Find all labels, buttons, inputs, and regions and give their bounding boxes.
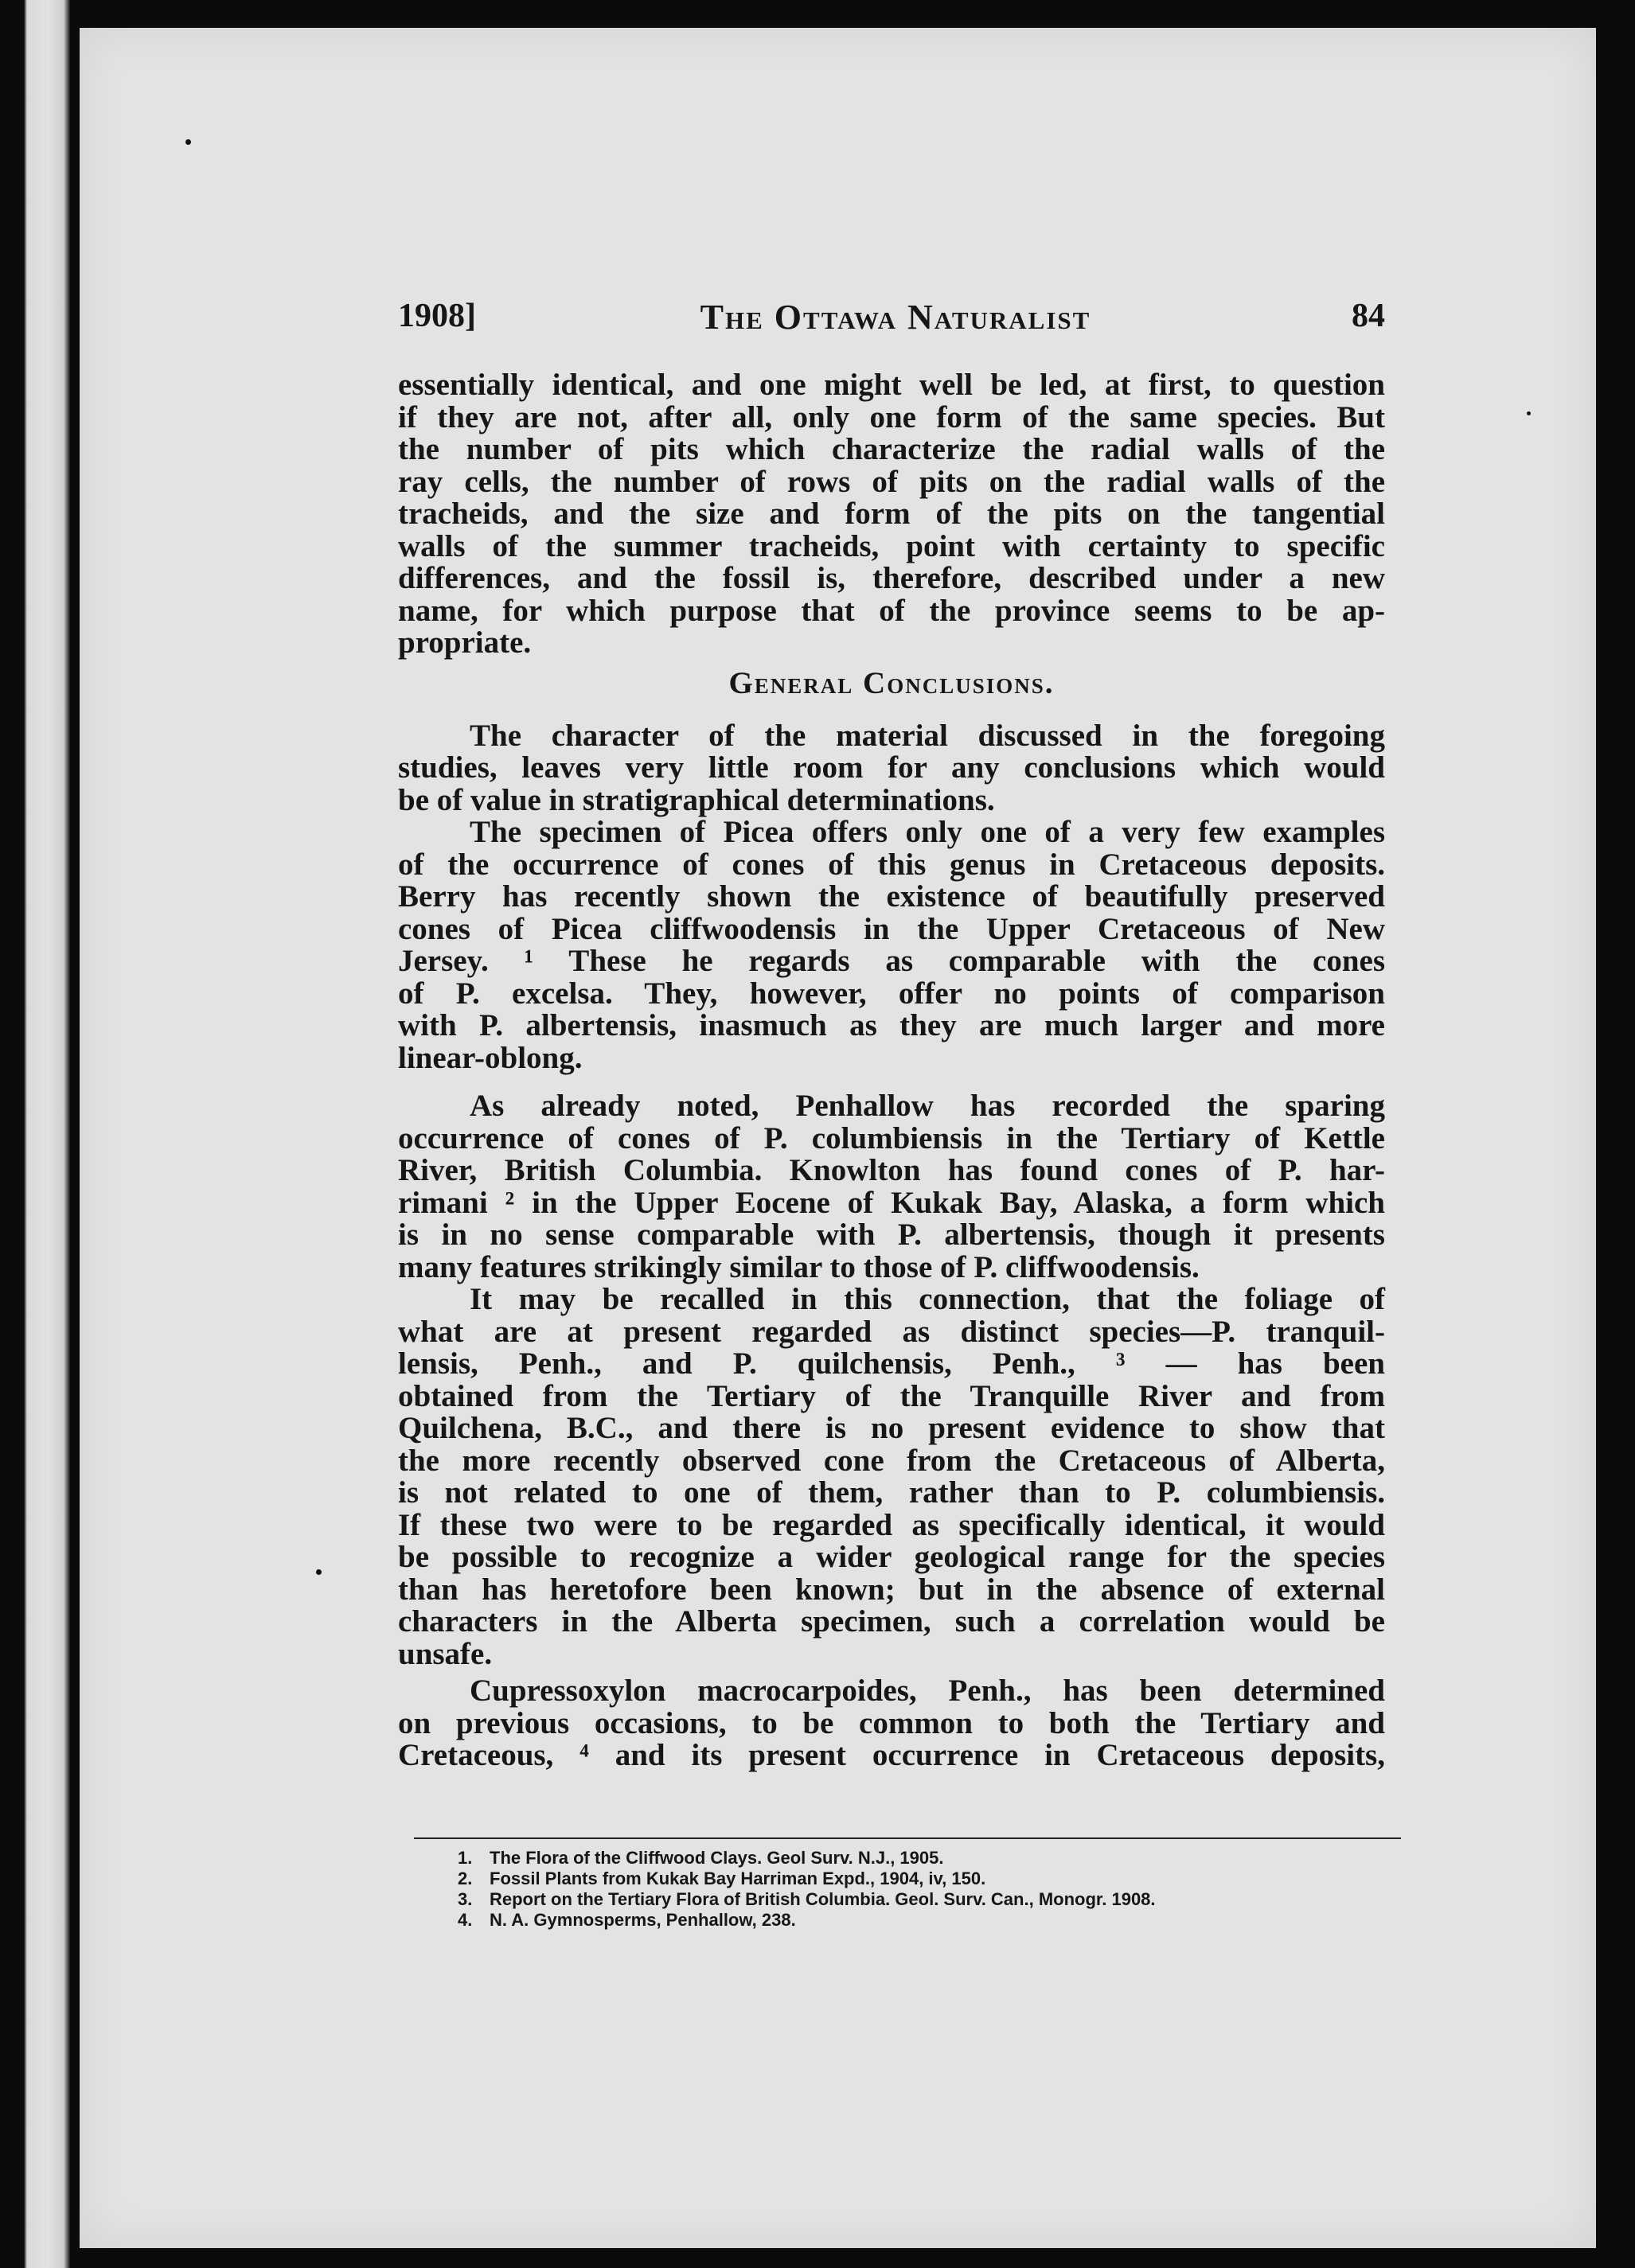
paragraph-4: [398, 1090, 1385, 1284]
text-line: on previous occasions, to be common to both the Tertiary and: [398, 1705, 1385, 1740]
footnote-text: Report on the Tertiary Flora of British Columbia. Geol. Surv. Can., Monogr. 1908.: [490, 1889, 1156, 1909]
text-line: Jersey. ¹ These he regards as comparable with the cones: [398, 944, 1385, 978]
text-line: rimani ² in the Upper Eocene of Kukak Bay, Alaska, a form which: [398, 1185, 1385, 1220]
page-speck: [185, 139, 191, 145]
text-line: propriate.: [398, 625, 532, 660]
footnote-text: Fossil Plants from Kukak Bay Harriman Expd., 1904, iv, 150.: [490, 1869, 986, 1888]
section-heading: General Conclusions.: [728, 665, 1055, 700]
footnotes: [458, 1848, 1413, 1931]
running-header: [398, 297, 1393, 337]
page-speck: [316, 1569, 322, 1575]
text-line: the more recently observed cone from the Cretaceous of Alberta,: [398, 1443, 1385, 1478]
text-line: tracheids, and the size and form of the pits on the tangential: [398, 497, 1385, 531]
paragraph-5: [398, 1284, 1385, 1670]
footnote-number: 4.: [458, 1910, 473, 1930]
text-line: name, for which purpose that of the province seems to be ap-: [398, 593, 1385, 628]
footnote-number: 2.: [458, 1869, 473, 1888]
text-line: studies, leaves very little room for any conclusions which would: [398, 750, 1385, 785]
footnote-text: N. A. Gymnosperms, Penhallow, 238.: [490, 1910, 796, 1930]
footnote: [458, 1910, 1413, 1931]
paragraph-3: [398, 816, 1385, 1074]
text-line: Quilchena, B.C., and there is no present evidence to show that: [398, 1411, 1385, 1445]
text-line: River, British Columbia. Knowlton has found cones of P. har-: [398, 1153, 1385, 1187]
footnote-number: 3.: [458, 1889, 473, 1909]
text-line: is not related to one of them, rather than to P. columbiensis.: [398, 1475, 1385, 1510]
text-line: than has heretofore been known; but in the absence of external: [398, 1572, 1385, 1607]
text-line: differences, and the fossil is, therefore, described under a new: [398, 561, 1385, 595]
text-line: Cupressoxylon macrocarpoides, Penh., has been determined: [470, 1674, 1385, 1708]
text-line: It may be recalled in this connection, that the foliage of: [470, 1282, 1385, 1316]
text-line: characters in the Alberta specimen, such a correlation would be: [398, 1604, 1385, 1639]
text-line: linear-oblong.: [398, 1040, 583, 1075]
text-line: As already noted, Penhallow has recorded the sparing: [470, 1089, 1385, 1123]
page-number: 84: [1352, 298, 1385, 334]
text-line: The character of the material discussed in the foregoing: [470, 718, 1385, 753]
text-line: essentially identical, and one might well be led, at first, to question: [398, 368, 1385, 402]
text-line: be of value in stratigraphical determinations.: [398, 782, 995, 817]
text-line: ray cells, the number of rows of pits on the radial walls of the: [398, 464, 1385, 499]
page-speck: [1527, 411, 1531, 415]
footnote-rule: [414, 1837, 1401, 1839]
footnote: [458, 1869, 1413, 1889]
footnote: [458, 1848, 1413, 1869]
paragraph-6: [398, 1675, 1385, 1772]
text-line: The specimen of Picea offers only one of a very few examples: [470, 815, 1385, 849]
text-line: of P. excelsa. They, however, offer no points of comparison: [398, 976, 1385, 1011]
text-line: unsafe.: [398, 1636, 493, 1671]
header-year: 1908]: [398, 298, 476, 334]
text-line: of the occurrence of cones of this genus in Cretaceous deposits.: [398, 847, 1385, 882]
body-text: [398, 369, 1385, 1772]
text-line: be possible to recognize a wider geological range for the species: [398, 1540, 1385, 1574]
text-line: Cretaceous, ⁴ and its present occurrence in Cretaceous deposits,: [398, 1738, 1385, 1772]
text-line: many features strikingly similar to those of P. cliffwoodensis.: [398, 1249, 1200, 1284]
footnote-number: 1.: [458, 1848, 473, 1868]
text-line: is in no sense comparable with P. albertensis, though it presents: [398, 1218, 1385, 1252]
text-line: lensis, Penh., and P. quilchensis, Penh., ³ — has been: [398, 1346, 1385, 1381]
text-line: if they are not, after all, only one form of the same species. But: [398, 399, 1385, 435]
footnote-text: The Flora of the Cliffwood Clays. Geol Surv. N.J., 1905.: [490, 1848, 944, 1868]
footnote: [458, 1889, 1413, 1910]
facing-page-edge: [0, 0, 70, 2268]
text-line: If these two were to be regarded as specifically identical, it would: [398, 1507, 1385, 1542]
text-line: with P. albertensis, inasmuch as they are much larger and more: [398, 1008, 1385, 1042]
text-line: Berry has recently shown the existence of beautifully preserved: [398, 879, 1385, 914]
text-line: cones of Picea cliffwoodensis in the Upper Cretaceous of New: [398, 911, 1385, 946]
text-line: the number of pits which characterize the radial walls of the: [398, 432, 1385, 466]
paragraph-1: [398, 369, 1385, 660]
text-line: occurrence of cones of P. columbiensis in the Tertiary of Kettle: [398, 1120, 1385, 1155]
journal-title: The Ottawa Naturalist: [700, 298, 1091, 337]
text-line: obtained from the Tertiary of the Tranquille River and from: [398, 1378, 1385, 1413]
text-line: what are at present regarded as distinct species—P. tranquil-: [398, 1314, 1385, 1349]
paragraph-2: [398, 720, 1385, 817]
text-line: walls of the summer tracheids, point with certainty to specific: [398, 528, 1385, 563]
